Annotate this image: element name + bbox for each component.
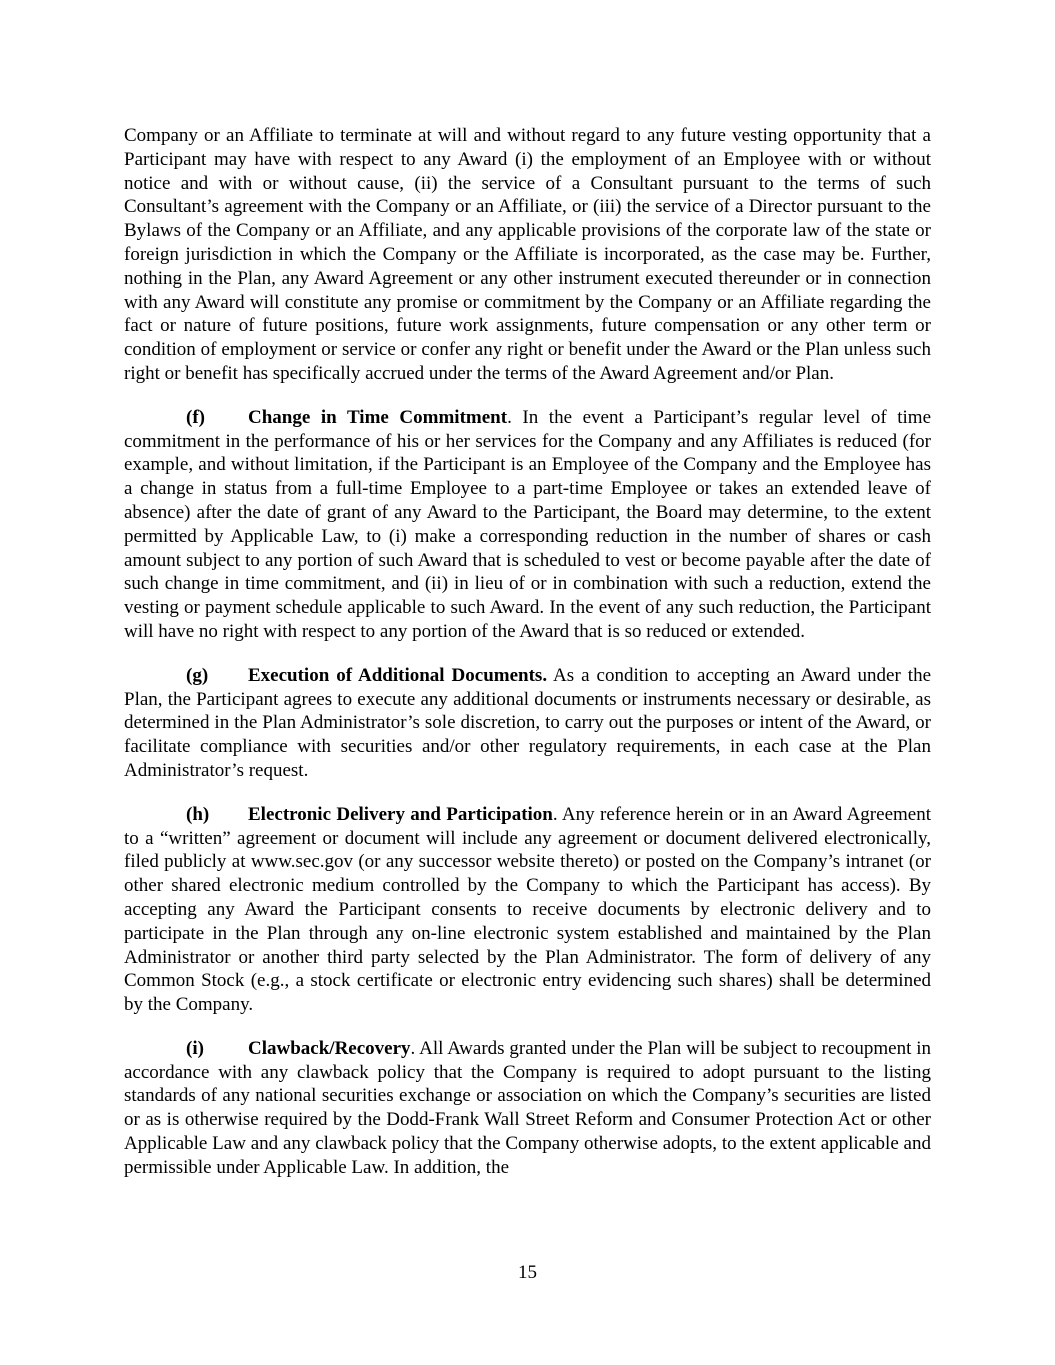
section-body: Any reference herein or in an Award Agreement to a “written” agreement or document will include any agreement or document delivered electronically, filed publicly at www.sec.gov (or any successor website thereto) or posted on the Company’s intranet (or other shared electronic medium controlled by the Company to which the Participant has access). By accepting any Award the Participant consents to receive documents by electronic delivery and to participate in the Plan through any on-line electronic system established and maintained by the Plan Administrator or another third party selected by the Plan Administrator. The form of delivery of any Common Stock (e.g., a stock certificate or electronic entry evidencing such shares) shall be determined by the Company. xyxy=(124,803,931,1016)
section-number: (f) xyxy=(186,406,205,428)
section-i xyxy=(124,1037,931,1180)
section-body: As a condition to accepting an Award under the Plan, the Participant agrees to execute any additional documents or instruments necessary or desirable, as determined in the Plan Administrator’s sole discretion, to carry out the purposes or intent of the Award, or facilitate compliance with securities and/or other regulatory requirements, in each case at the Plan Administrator’s request. xyxy=(124,664,932,781)
page-number: 15 xyxy=(518,1262,537,1283)
section-heading: Change in Time Commitment xyxy=(248,406,508,428)
section-heading: Execution of Additional Documents. xyxy=(248,664,548,686)
section-heading: Clawback/Recovery xyxy=(248,1037,411,1059)
section-body: In the event a Participant’s regular level of time commitment in the performance of his or her services for the Company and any Affiliates is reduced (for example, and without limitation, if the Participant is an Employee of the Company and the Employee has a change in status from a full-time Employee to a part-time Employee or takes an extended leave of absence) after the date of grant of any Award to the Participant, the Board may determine, to the extent permitted by Applicable Law, to (i) make a corresponding reduction in the number of shares or cash amount subject to any portion of such Award that is scheduled to vest or become payable after the date of such change in time commitment, and (ii) in lieu of or in combination with such a reduction, extend the vesting or payment schedule applicable to such Award. In the event of any such reduction, the Participant will have no right with respect to any portion of the Award that is so reduced or extended. xyxy=(124,406,932,642)
section-h xyxy=(124,803,931,1017)
section-heading-punct: . xyxy=(552,803,558,825)
section-heading-punct: . xyxy=(507,406,512,428)
section-number: (h) xyxy=(186,803,210,825)
section-f xyxy=(124,406,931,644)
section-g xyxy=(124,664,931,783)
intro-paragraph: Company or an Affiliate to terminate at will and without regard to any future vesting opportunity that a Participant may have with respect to any Award (i) the employment of an Employee with or without notice and with or without cause, (ii) the service of a Consultant pursuant to the terms of such Consultant’s agreement with the Company or an Affiliate, or (iii) the service of a Director pursuant to the Bylaws of the Company or an Affiliate, and any applicable provisions of the corporate law of the state or foreign jurisdiction in which the Company or the Affiliate is incorporated, as the case may be. Further, nothing in the Plan, any Award Agreement or any other instrument executed thereunder or in connection with any Award will constitute any promise or commitment by the Company or an Affiliate regarding the fact or nature of future positions, future work assignments, future compensation or any other term or condition of employment or service or confer any right or benefit under the Award or the Plan unless such right or benefit has specifically accrued under the terms of the Award Agreement and/or Plan. xyxy=(124,125,931,384)
section-number: (i) xyxy=(186,1037,204,1059)
section-heading-punct: . xyxy=(410,1037,416,1059)
section-heading: Electronic Delivery and Participation xyxy=(248,803,553,825)
document-body xyxy=(124,124,931,1200)
section-body: All Awards granted under the Plan will be subject to recoupment in accordance with any clawback policy that the Company is required to adopt pursuant to the listing standards of any national securities exchange or association on which the Company’s securities are listed or as is otherwise required by the Dodd-Frank Wall Street Reform and Consumer Protection Act or other Applicable Law and any clawback policy that the Company otherwise adopts, to the extent applicable and permissible under Applicable Law. In addition, the xyxy=(124,1037,931,1178)
section-number: (g) xyxy=(186,664,209,686)
